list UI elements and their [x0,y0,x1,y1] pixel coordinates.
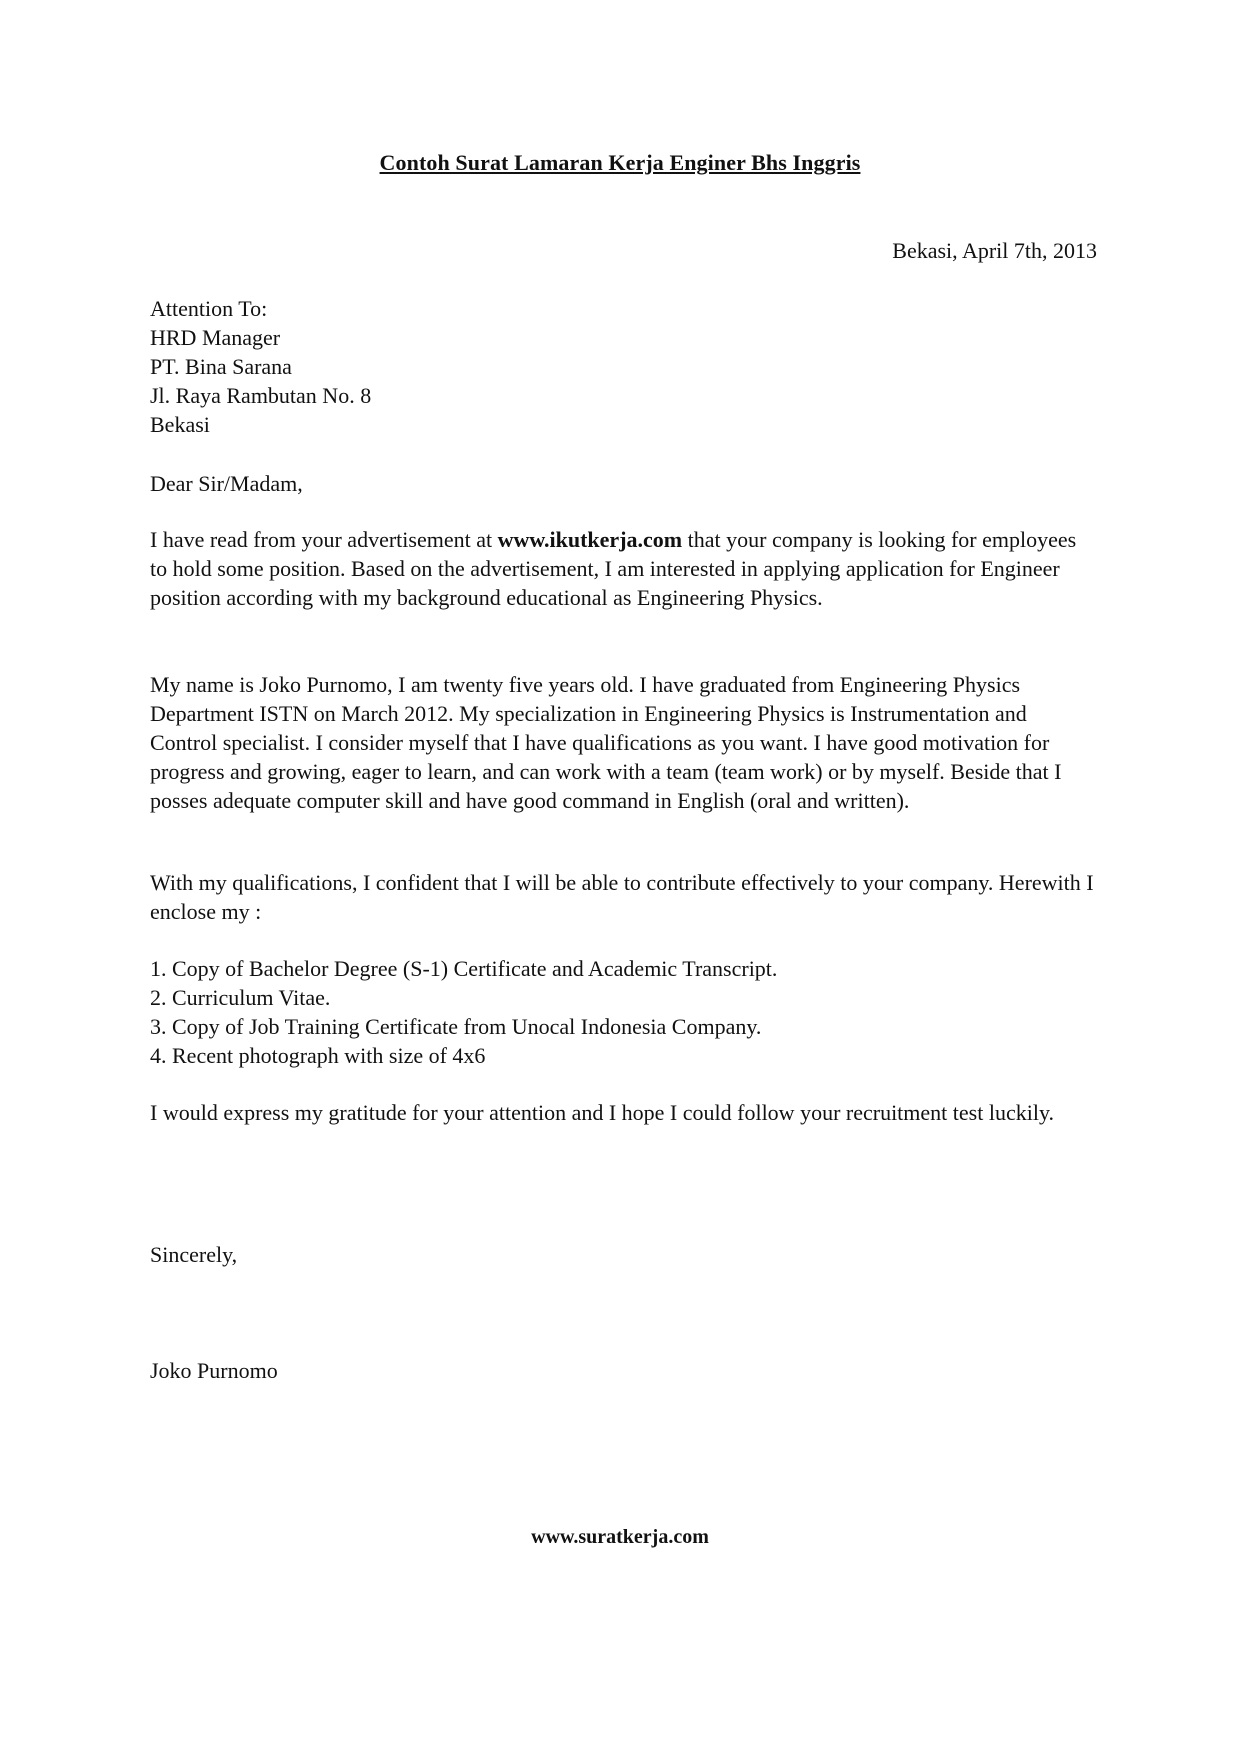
paragraph-intro-start: I have read from your advertisement at [150,527,498,552]
enclosure-list [150,954,1095,1070]
footer-website: www.suratkerja.com [531,1526,709,1548]
paragraph-gratitude [150,1098,1095,1127]
advertisement-link: www.ikutkerja.com [497,527,683,552]
paragraph-profile-text: My name is Joko Purnomo, I am twenty five years old. I have graduated from Engineering Physics Department ISTN on March 2012. My specialization in Engineering Physics is Instrumentation and Control specialist. I consider myself that I have qualifications as you want. I have good motivation for progress and growing, eager to learn, and can work with a team (team work) or by myself. Beside that I posses adequate computer skill and have good command in English (oral and written). [150,672,1062,813]
enclosure-item: 1. Copy of Bachelor Degree (S-1) Certificate and Academic Transcript. [150,956,778,981]
enclosure-item: 3. Copy of Job Training Certificate from Unocal Indonesia Company. [150,1014,762,1039]
signature-name: Joko Purnomo [150,1358,278,1383]
address-line: Attention To: [150,296,268,321]
enclosure-item: 2. Curriculum Vitae. [150,985,331,1010]
letter-date: Bekasi, April 7th, 2013 [892,238,1097,263]
paragraph-intro-end: that your company is looking for employees to hold some position. Based on the advertisement, I am interested in applying application for Engineer position according with my background educational as Engineering Physics. [150,527,1077,610]
address-line: Bekasi [150,412,210,437]
address-line: PT. Bina Sarana [150,354,292,379]
page-title: Contoh Surat Lamaran Kerja Enginer Bhs Inggris [379,150,861,175]
address-line: HRD Manager [150,325,281,350]
recipient-address [150,294,1095,439]
paragraph-qualifications-text: With my qualifications, I confident that I will be able to contribute effectively to your company. Herewith I enclose my : [150,870,1094,924]
paragraph-gratitude-text: I would express my gratitude for your attention and I hope I could follow your recruitment test luckily. [150,1100,1055,1125]
enclosure-item: 4. Recent photograph with size of 4x6 [150,1043,486,1068]
paragraph-qualifications [150,868,1095,926]
closing: Sincerely, [150,1242,238,1267]
paragraph-profile [150,670,1095,815]
salutation: Dear Sir/Madam, [150,471,303,496]
paragraph-intro [150,525,1095,612]
address-line: Jl. Raya Rambutan No. 8 [150,383,372,408]
